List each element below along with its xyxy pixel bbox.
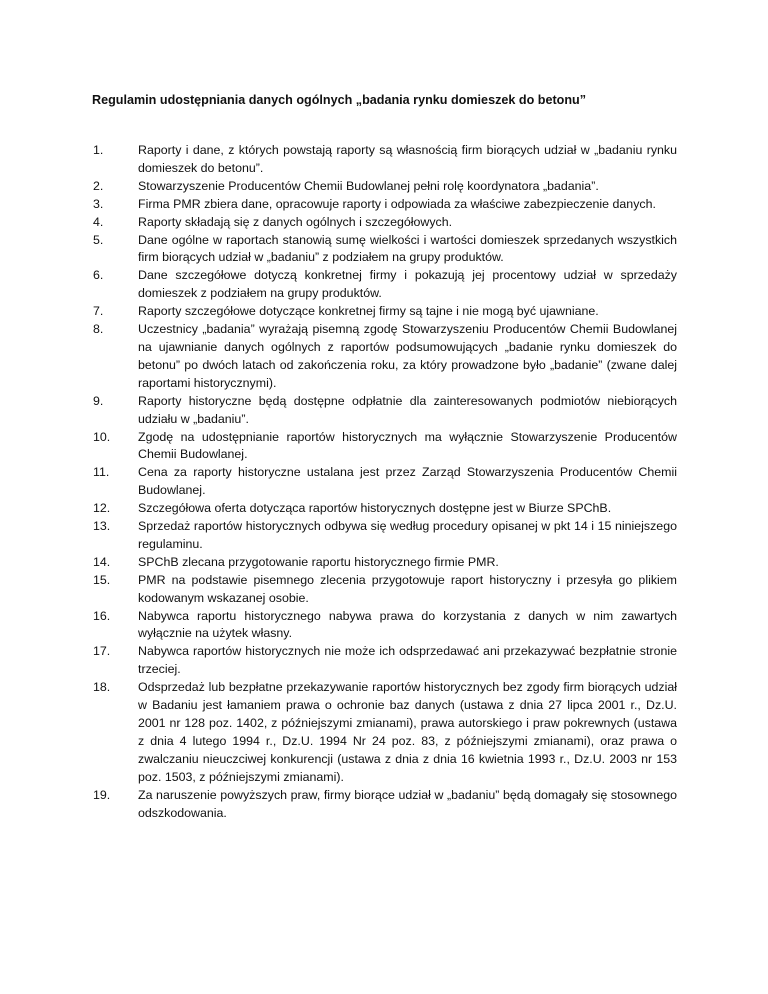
rule-text: Raporty składają się z danych ogólnych i szczegółowych. bbox=[138, 214, 453, 229]
rule-item bbox=[92, 679, 677, 786]
rule-item bbox=[92, 429, 677, 465]
rule-item bbox=[92, 214, 677, 232]
rule-text: Nabywca raportu historycznego nabywa prawa do korzystania z danych w nim zawartych wyłącznie na użytek własny. bbox=[138, 608, 677, 641]
rule-number: 4. bbox=[93, 214, 104, 229]
rule-item bbox=[92, 178, 677, 196]
rule-text: Zgodę na udostępnianie raportów historycznych ma wyłącznie Stowarzyszenie Producentów Chemii Budowlanej. bbox=[138, 429, 677, 462]
rule-number: 16. bbox=[93, 608, 111, 623]
rule-item bbox=[92, 142, 677, 178]
rule-text: Stowarzyszenie Producentów Chemii Budowlanej pełni rolę koordynatora „badania”. bbox=[138, 178, 599, 193]
rule-text: Dane szczegółowe dotyczą konkretnej firmy i pokazują jej procentowy udział w sprzedaży domieszek z podziałem na grupy produktów. bbox=[138, 268, 677, 301]
rule-item bbox=[92, 554, 677, 572]
rule-number: 10. bbox=[93, 429, 111, 444]
rule-text: Uczestnicy „badania” wyrażają pisemną zgodę Stowarzyszeniu Producentów Chemii Budowlanej na ujawnianie danych ogólnych z raportów podsumowujących „badanie rynku domieszek do betonu” po dwóch latach od zakończenia roku, za który prowadzone było „badanie” (zwane dalej raportami historycznymi). bbox=[138, 322, 677, 390]
rule-item bbox=[92, 572, 677, 608]
rule-text: Raporty i dane, z których powstają raporty są własnością firm biorących udział w „badaniu rynku domieszek do betonu”. bbox=[138, 143, 677, 175]
rule-number: 14. bbox=[93, 554, 111, 569]
rule-text: PMR na podstawie pisemnego zlecenia przygotowuje raport historyczny i przesyła go plikiem kodowanym wskazanej osobie. bbox=[138, 572, 677, 605]
rule-number: 3. bbox=[93, 196, 104, 211]
rule-text: Raporty historyczne będą dostępne odpłatnie dla zainteresowanych podmiotów niebiorących udziału w „badaniu”. bbox=[138, 393, 677, 426]
rule-number: 11. bbox=[93, 465, 110, 480]
rule-text: SPChB zlecana przygotowanie raportu historycznego firmie PMR. bbox=[138, 554, 499, 569]
rule-number: 6. bbox=[93, 268, 104, 283]
rule-number: 8. bbox=[93, 322, 104, 337]
rule-text: Odsprzedaż lub bezpłatne przekazywanie raportów historycznych bez zgody firm biorących udział w Badaniu jest łamaniem prawa o ochronie baz danych (ustawa z dnia 27 lipca 2001 r., Dz.U. 2001 nr 128 poz. 1402, z późniejszymi zmianami), prawa autorskiego i praw pokrewnych (ustawa z dnia 4 lutego 1994 r., Dz.U. 1994 Nr 24 poz. 83, z późniejszymi zmianami), oraz prawa o zwalczaniu nieuczciwej konkurencji (ustawa z dnia z dnia 16 kwietnia 1993 r., Dz.U. 2003 nr 153 poz. 1503, z późniejszymi zmianami). bbox=[138, 680, 677, 784]
rule-number: 18. bbox=[93, 680, 111, 695]
rule-item bbox=[92, 393, 677, 429]
rule-item bbox=[92, 196, 677, 214]
rule-item bbox=[92, 608, 677, 644]
rule-number: 7. bbox=[93, 304, 104, 319]
rule-number: 13. bbox=[93, 519, 111, 534]
rule-text: Nabywca raportów historycznych nie może ich odsprzedawać ani przekazywać bezpłatnie stronie trzeciej. bbox=[138, 644, 677, 677]
rule-text: Sprzedaż raportów historycznych odbywa się według procedury opisanej w pkt 14 i 15 niniejszego regulaminu. bbox=[138, 519, 677, 551]
rule-item bbox=[92, 321, 677, 393]
rule-text: Szczegółowa oferta dotycząca raportów historycznych dostępne jest w Biurze SPChB. bbox=[138, 501, 612, 516]
rule-number: 9. bbox=[93, 393, 104, 408]
rule-number: 15. bbox=[93, 572, 111, 587]
rules-list bbox=[92, 142, 677, 822]
rule-number: 5. bbox=[93, 232, 104, 247]
rule-number: 12. bbox=[93, 501, 111, 516]
rule-number: 1. bbox=[93, 143, 104, 157]
rule-item bbox=[92, 464, 677, 500]
rule-item bbox=[92, 303, 677, 321]
rule-text: Za naruszenie powyższych praw, firmy biorące udział w „badaniu” będą domagały się stosownego odszkodowania. bbox=[138, 787, 677, 820]
rule-number: 17. bbox=[93, 644, 111, 659]
rule-item bbox=[92, 518, 677, 554]
rule-text: Cena za raporty historyczne ustalana jest przez Zarząd Stowarzyszenia Producentów Chemii Budowlanej. bbox=[138, 465, 677, 498]
rule-item bbox=[92, 232, 677, 268]
rule-text: Firma PMR zbiera dane, opracowuje raporty i odpowiada za właściwe zabezpieczenie danych. bbox=[138, 196, 656, 211]
rule-text: Raporty szczegółowe dotyczące konkretnej firmy są tajne i nie mogą być ujawniane. bbox=[138, 304, 599, 319]
rule-number: 2. bbox=[93, 178, 104, 193]
rule-text: Dane ogólne w raportach stanowią sumę wielkości i wartości domieszek sprzedanych wszystkich firm biorących udział w „badaniu” z podziałem na grupy produktów. bbox=[138, 232, 677, 265]
rule-number: 19. bbox=[93, 787, 111, 802]
rule-item bbox=[92, 787, 677, 823]
rule-item bbox=[92, 500, 677, 518]
document-title: Regulamin udostępniania danych ogólnych „badania rynku domieszek do betonu” bbox=[92, 93, 587, 107]
rule-item bbox=[92, 643, 677, 679]
rule-item bbox=[92, 267, 677, 303]
